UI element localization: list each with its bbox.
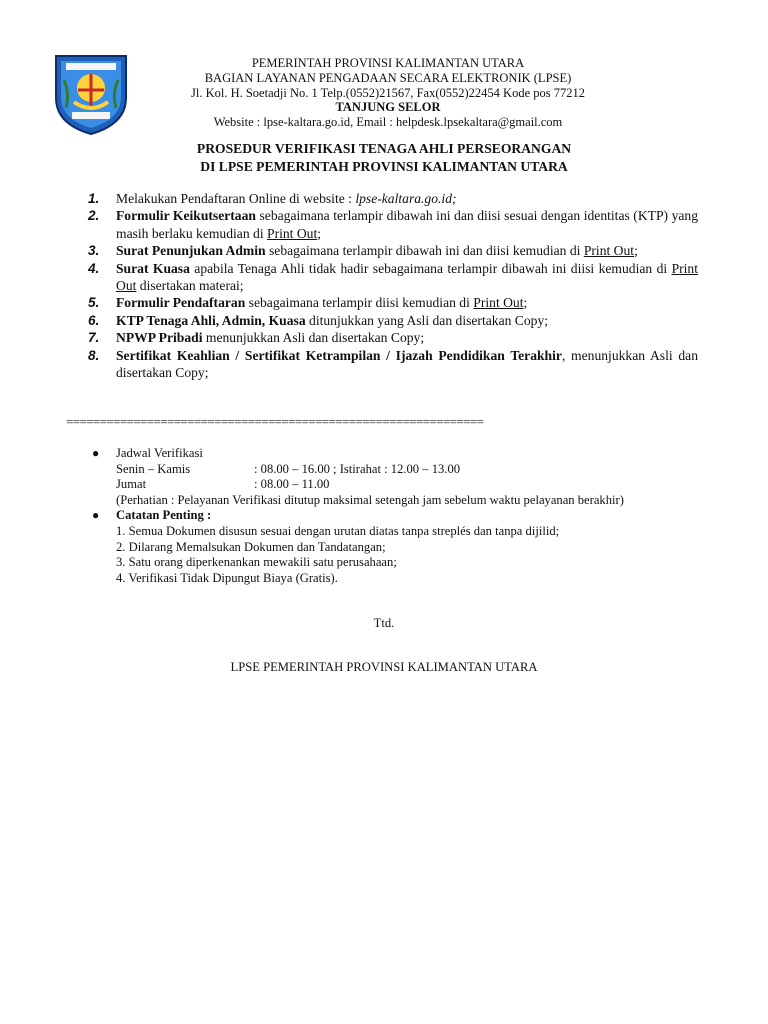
title-line-1: PROSEDUR VERIFIKASI TENAGA AHLI PERSEORANGAN xyxy=(196,141,572,156)
letterhead-address: Jl. Kol. H. Soetadji No. 1 Telp.(0552)21567, Fax(0552)22454 Kode pos 77212 xyxy=(190,85,585,100)
letterhead xyxy=(140,56,636,130)
step-item xyxy=(88,190,698,207)
schedule-heading: Jadwal Verifikasi xyxy=(116,446,203,460)
website-link: lpse-kaltara.go.id; xyxy=(355,191,457,206)
step-bold: Formulir Keikutsertaan xyxy=(116,208,256,224)
important-item: 4. Verifikasi Tidak Dipungut Biaya (Gratis). xyxy=(116,570,338,585)
letterhead-contact: Website : lpse-kaltara.go.id, Email : helpdesk.lpsekaltara@gmail.com xyxy=(213,115,563,130)
step-bold: Formulir Pendaftaran xyxy=(116,295,246,311)
step-bold: Surat Kuasa xyxy=(116,260,190,276)
step-end: ; xyxy=(634,243,638,259)
step-item xyxy=(88,347,698,382)
step-item xyxy=(88,260,698,295)
important-item: 2. Dilarang Memalsukan Dokumen dan Tandatangan; xyxy=(116,539,386,554)
title-line-2: DI LPSE PEMERINTAH PROVINSI KALIMANTAN UTARA xyxy=(200,159,568,174)
provincial-emblem-logo xyxy=(52,50,130,136)
step-text: sebagaimana terlampir dibawah ini dan diisi kemudian di xyxy=(265,243,584,259)
important-item: 3. Satu orang diperkenankan mewakili satu perusahaan; xyxy=(116,555,397,570)
letterhead-government: PEMERINTAH PROVINSI KALIMANTAN UTARA xyxy=(251,56,525,70)
step-bold: KTP Tenaga Ahli, Admin, Kuasa xyxy=(116,312,306,328)
document-title xyxy=(60,140,708,176)
letterhead-division: BAGIAN LAYANAN PENGADAAN SECARA ELEKTRONIK (LPSE) xyxy=(204,70,572,85)
friday-label: Jumat xyxy=(116,477,147,492)
bullet-icon: ● xyxy=(92,508,100,523)
step-text: ditunjukkan yang Asli dan disertakan Copy; xyxy=(305,312,549,328)
bullet-icon: ● xyxy=(92,446,100,460)
print-out-text: Print Out xyxy=(267,225,318,241)
step-end: disertakan materai; xyxy=(136,278,244,294)
notes-section xyxy=(92,446,702,586)
step-text: Melakukan Pendaftaran Online di website : xyxy=(116,191,356,206)
step-item xyxy=(88,242,698,259)
important-heading: Catatan Penting : xyxy=(116,508,212,523)
schedule-block xyxy=(92,446,702,508)
step-text: , menunjukkan Asli dan disertakan Copy; xyxy=(116,347,698,381)
step-item xyxy=(88,329,698,346)
section-divider: ============================================================== xyxy=(66,418,484,426)
step-number: 3. xyxy=(88,243,100,259)
step-number: 4. xyxy=(88,260,100,276)
step-text: menunjukkan Asli dan disertakan Copy; xyxy=(202,330,425,346)
important-notes-block xyxy=(92,508,702,586)
step-end: ; xyxy=(523,295,528,311)
step-end: ; xyxy=(317,225,322,241)
step-number: 2. xyxy=(88,208,100,224)
weekday-hours: : 08.00 – 16.00 ; Istirahat : 12.00 – 13.00 xyxy=(254,461,461,476)
step-text: sebagaimana terlampir dibawah ini dan diisi sesuai dengan identitas (KTP) yang masih berlaku kemudian di xyxy=(116,208,699,241)
step-item xyxy=(88,312,698,329)
step-text: sebagaimana terlampir diisi kemudian di xyxy=(245,295,474,311)
step-bold: Sertifikat Keahlian / Sertifikat Ketrampilan / Ijazah Pendidikan Terakhir xyxy=(116,347,562,363)
print-out-text: Print Out xyxy=(473,295,524,311)
signature-organization: LPSE PEMERINTAH PROVINSI KALIMANTAN UTARA xyxy=(230,660,538,674)
signature-ttd: Ttd. xyxy=(373,616,395,630)
step-number: 1. xyxy=(88,191,100,206)
schedule-weekday-row xyxy=(116,462,702,478)
step-number: 6. xyxy=(88,312,100,328)
step-number: 7. xyxy=(88,330,100,346)
step-number: 8. xyxy=(88,347,100,363)
weekday-label: Senin – Kamis xyxy=(116,461,191,476)
step-bold: NPWP Pribadi xyxy=(116,330,203,346)
print-out-text: Print Out xyxy=(116,260,698,294)
step-item xyxy=(88,207,698,242)
step-number: 5. xyxy=(88,295,100,311)
schedule-friday-row xyxy=(116,477,702,493)
print-out-text: Print Out xyxy=(583,243,635,259)
letterhead-city: TANJUNG SELOR xyxy=(335,100,441,115)
important-item: 1. Semua Dokumen disusun sesuai dengan urutan diatas tanpa streplés dan tanpa dijilid; xyxy=(116,523,560,538)
step-bold: Surat Penunjukan Admin xyxy=(116,243,266,259)
procedure-steps xyxy=(88,190,698,381)
step-item xyxy=(88,294,698,311)
schedule-note: (Perhatian : Pelayanan Verifikasi ditutup maksimal setengah jam sebelum waktu pelayanan berakhir) xyxy=(116,492,624,507)
friday-hours: : 08.00 – 11.00 xyxy=(254,477,330,492)
step-text: apabila Tenaga Ahli tidak hadir sebagaimana terlampir dibawah ini diisi kemudian di xyxy=(189,260,672,276)
